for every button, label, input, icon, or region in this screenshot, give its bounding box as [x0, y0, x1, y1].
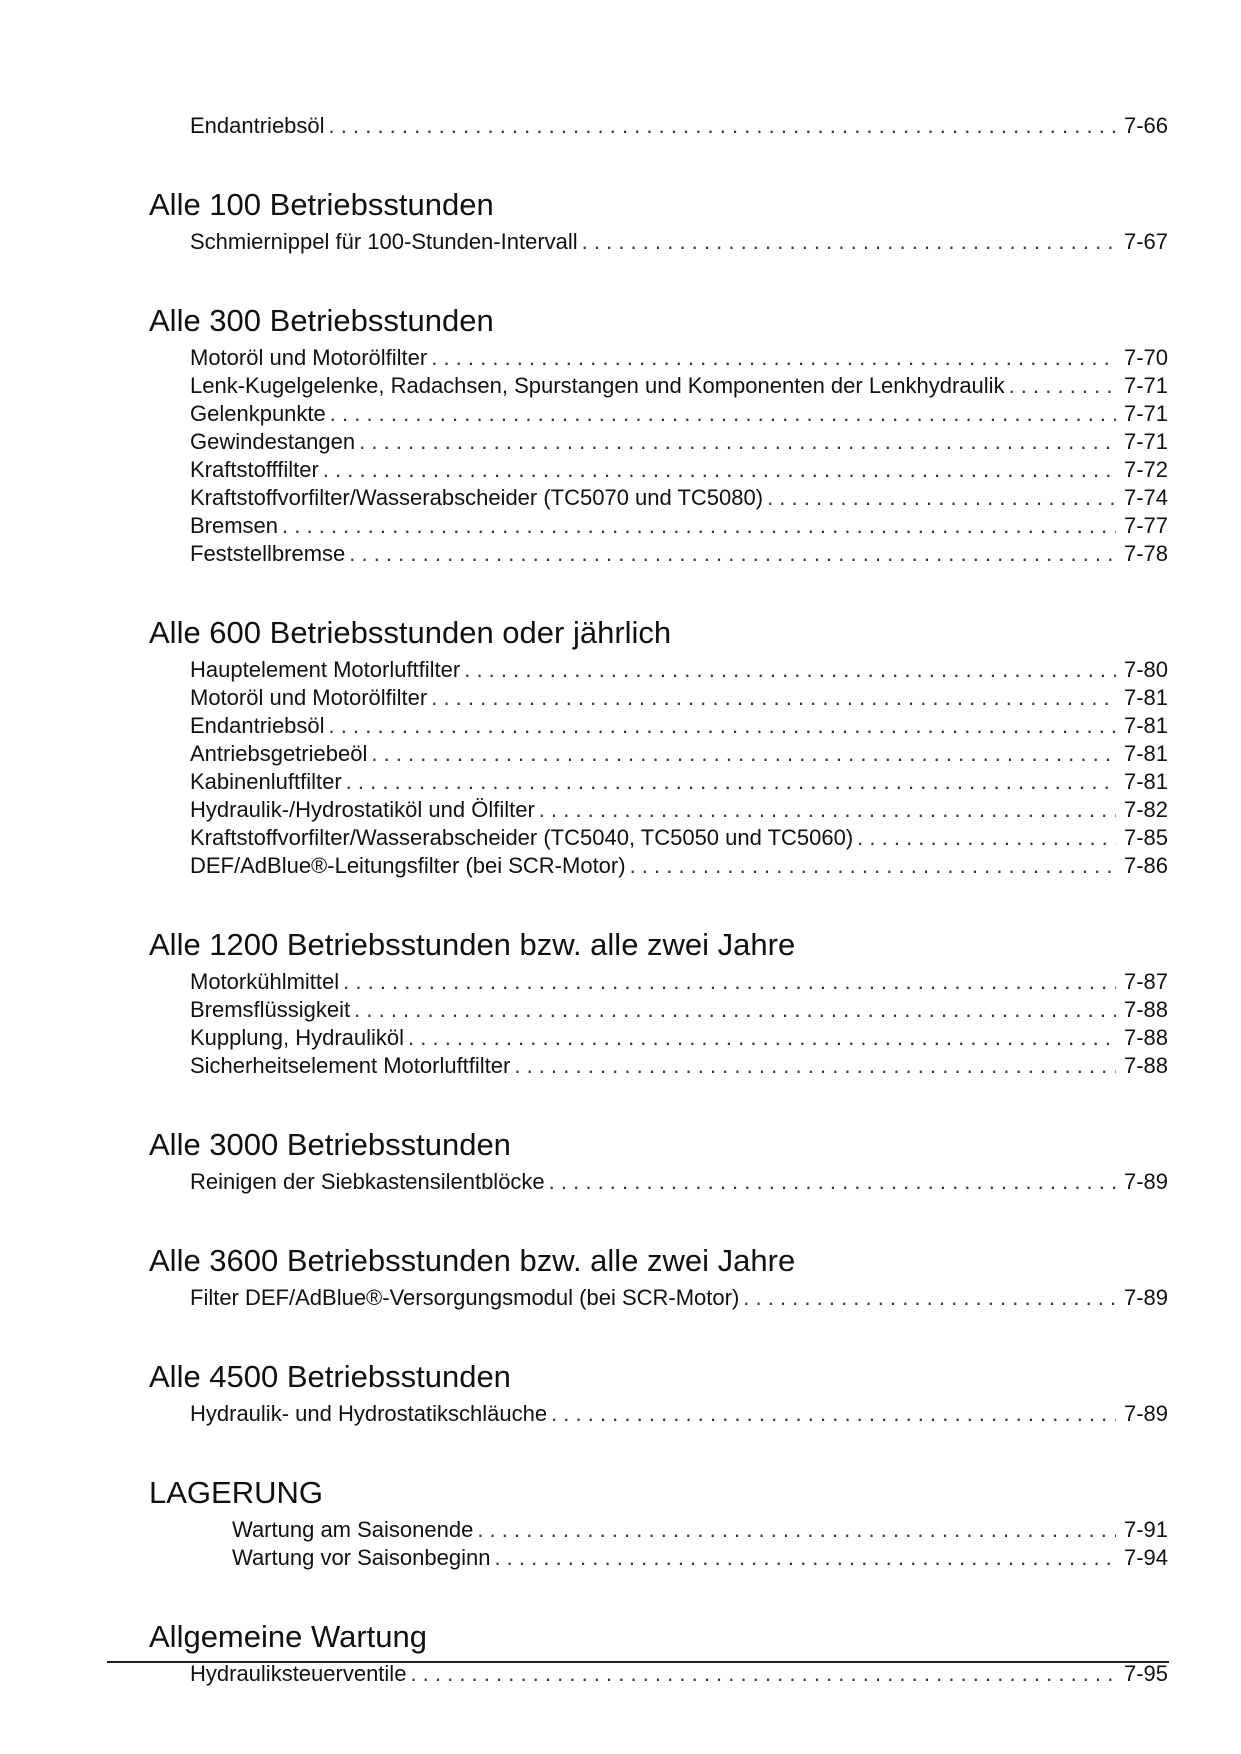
entry-page-number: 7-70 [1123, 345, 1168, 370]
entry-label: Kraftstoffvorfilter/Wasserabscheider (TC5070 und TC5080) [190, 485, 764, 510]
toc-entry[interactable] [149, 824, 1168, 852]
entry-label: Bremsflüssigkeit [190, 997, 351, 1022]
dot-leader [431, 684, 1116, 712]
entry-page-number: 7-85 [1123, 825, 1168, 850]
toc-entry[interactable] [149, 344, 1168, 372]
table-of-contents [149, 112, 1168, 1688]
dot-leader [551, 1400, 1116, 1428]
entry-page-number: 7-71 [1123, 429, 1168, 454]
entry-label: Kabinenluftfilter [190, 769, 342, 794]
toc-section [149, 304, 1168, 568]
entry-page-number: 7-81 [1123, 741, 1168, 766]
dot-leader [494, 1544, 1116, 1572]
entry-page-number: 7-89 [1123, 1169, 1168, 1194]
toc-section [149, 928, 1168, 1080]
bottom-rule [107, 1661, 1169, 1663]
dot-leader [346, 768, 1116, 796]
section-heading: Alle 4500 Betriebsstunden [149, 1359, 511, 1394]
dot-leader [767, 484, 1116, 512]
entry-label: Wartung am Saisonende [232, 1517, 474, 1542]
toc-entry[interactable] [149, 1284, 1168, 1312]
section-heading: Allgemeine Wartung [149, 1619, 427, 1654]
dot-leader [477, 1516, 1116, 1544]
toc-section [149, 1620, 1168, 1688]
toc-entry[interactable] [149, 1544, 1168, 1572]
entry-page-number: 7-80 [1123, 657, 1168, 682]
entry-label: Endantriebsöl [190, 113, 325, 138]
entry-label: Gewindestangen [190, 429, 356, 454]
dot-leader [329, 112, 1116, 140]
dot-leader [743, 1284, 1116, 1312]
entry-label: Kraftstofffilter [190, 457, 319, 482]
dot-leader [330, 400, 1116, 428]
entry-page-number: 7-95 [1123, 1661, 1168, 1686]
section-heading: LAGERUNG [149, 1475, 323, 1510]
entry-label: Schmiernippel für 100-Stunden-Intervall [190, 229, 578, 254]
dot-leader [354, 996, 1116, 1024]
toc-entry[interactable] [149, 968, 1168, 996]
toc-entry[interactable] [149, 400, 1168, 428]
dot-leader [329, 712, 1116, 740]
entry-label: Endantriebsöl [190, 713, 325, 738]
dot-leader [408, 1024, 1116, 1052]
section-heading: Alle 3600 Betriebsstunden bzw. alle zwei Jahre [149, 1243, 796, 1278]
toc-entry[interactable] [149, 540, 1168, 568]
entry-page-number: 7-78 [1123, 541, 1168, 566]
toc-entry[interactable] [149, 456, 1168, 484]
entry-page-number: 7-81 [1123, 769, 1168, 794]
toc-entry[interactable] [149, 428, 1168, 456]
toc-entry[interactable] [149, 852, 1168, 880]
entry-page-number: 7-67 [1123, 229, 1168, 254]
section-heading: Alle 100 Betriebsstunden [149, 187, 494, 222]
entry-label: Lenk-Kugelgelenke, Radachsen, Spurstangen und Komponenten der Lenkhydraulik [190, 373, 1005, 398]
dot-leader [359, 428, 1116, 456]
toc-entry[interactable] [149, 228, 1168, 256]
toc-entry[interactable] [149, 1024, 1168, 1052]
dot-leader [582, 228, 1116, 256]
toc-section [149, 188, 1168, 256]
entry-label: Sicherheitselement Motorluftfilter [190, 1053, 511, 1078]
toc-section [149, 616, 1168, 880]
toc-entry[interactable] [149, 1052, 1168, 1080]
dot-leader [323, 456, 1116, 484]
entry-label: Motoröl und Motorölfilter [190, 345, 428, 370]
dot-leader [349, 540, 1116, 568]
toc-entry[interactable] [149, 996, 1168, 1024]
entry-page-number: 7-86 [1123, 853, 1168, 878]
toc-entry[interactable] [149, 484, 1168, 512]
entry-label: Motoröl und Motorölfilter [190, 685, 428, 710]
dot-leader [514, 1052, 1116, 1080]
entry-page-number: 7-72 [1123, 457, 1168, 482]
dot-leader [549, 1168, 1116, 1196]
toc-section [149, 1244, 1168, 1312]
entry-page-number: 7-77 [1123, 513, 1168, 538]
entry-page-number: 7-74 [1123, 485, 1168, 510]
dot-leader [343, 968, 1116, 996]
entry-label: Hauptelement Motorluftfilter [190, 657, 461, 682]
entry-page-number: 7-89 [1123, 1401, 1168, 1426]
entry-label: Hydraulik- und Hydrostatikschläuche [190, 1401, 548, 1426]
toc-section [149, 1360, 1168, 1428]
entry-label: Feststellbremse [190, 541, 346, 566]
dot-leader [630, 852, 1116, 880]
section-heading: Alle 3000 Betriebsstunden [149, 1127, 511, 1162]
toc-entry[interactable] [149, 656, 1168, 684]
dot-leader [464, 656, 1116, 684]
entry-label: DEF/AdBlue®-Leitungsfilter (bei SCR-Motor) [190, 853, 626, 878]
entry-label: Wartung vor Saisonbeginn [232, 1545, 491, 1570]
entry-page-number: 7-91 [1123, 1517, 1168, 1542]
dot-leader [410, 1660, 1116, 1688]
entry-page-number: 7-81 [1123, 685, 1168, 710]
toc-entry[interactable] [149, 512, 1168, 540]
dot-leader [431, 344, 1116, 372]
toc-entry[interactable] [149, 1168, 1168, 1196]
section-heading: Alle 1200 Betriebsstunden bzw. alle zwei Jahre [149, 927, 796, 962]
dot-leader [282, 512, 1116, 540]
toc-entry[interactable] [149, 768, 1168, 796]
toc-section [149, 1128, 1168, 1196]
toc-entry[interactable] [149, 796, 1168, 824]
toc-entry[interactable] [149, 684, 1168, 712]
entry-label: Bremsen [190, 513, 279, 538]
toc-entry[interactable] [149, 1400, 1168, 1428]
dot-leader [857, 824, 1116, 852]
entry-label: Kupplung, Hydrauliköl [190, 1025, 405, 1050]
entry-label: Hydrauliksteuerventile [190, 1661, 407, 1686]
entry-page-number: 7-81 [1123, 713, 1168, 738]
entry-label: Filter DEF/AdBlue®-Versorgungsmodul (bei SCR-Motor) [190, 1285, 740, 1310]
dot-leader [371, 740, 1116, 768]
toc-entry[interactable] [149, 372, 1168, 400]
entry-page-number: 7-82 [1123, 797, 1168, 822]
entry-label: Motorkühlmittel [190, 969, 340, 994]
entry-label: Antriebsgetriebeöl [190, 741, 368, 766]
entry-label: Kraftstoffvorfilter/Wasserabscheider (TC5040, TC5050 und TC5060) [190, 825, 854, 850]
entry-page-number: 7-88 [1123, 997, 1168, 1022]
dot-leader [1009, 372, 1116, 400]
toc-entry[interactable] [149, 1516, 1168, 1544]
entry-page-number: 7-87 [1123, 969, 1168, 994]
entry-label: Gelenkpunkte [190, 401, 326, 426]
toc-entry[interactable] [149, 712, 1168, 740]
toc-entry[interactable] [149, 740, 1168, 768]
entry-page-number: 7-94 [1123, 1545, 1168, 1570]
entry-label: Hydraulik-/Hydrostatiköl und Ölfilter [190, 797, 535, 822]
toc-entry[interactable] [149, 112, 1168, 140]
dot-leader [539, 796, 1116, 824]
toc-section [149, 112, 1168, 140]
entry-label: Reinigen der Siebkastensilentblöcke [190, 1169, 545, 1194]
entry-page-number: 7-88 [1123, 1053, 1168, 1078]
entry-page-number: 7-71 [1123, 401, 1168, 426]
entry-page-number: 7-71 [1123, 373, 1168, 398]
entry-page-number: 7-88 [1123, 1025, 1168, 1050]
toc-section [149, 1476, 1168, 1572]
entry-page-number: 7-66 [1123, 113, 1168, 138]
section-heading: Alle 600 Betriebsstunden oder jährlich [149, 615, 672, 650]
toc-entry[interactable] [149, 1660, 1168, 1688]
section-heading: Alle 300 Betriebsstunden [149, 303, 494, 338]
entry-page-number: 7-89 [1123, 1285, 1168, 1310]
